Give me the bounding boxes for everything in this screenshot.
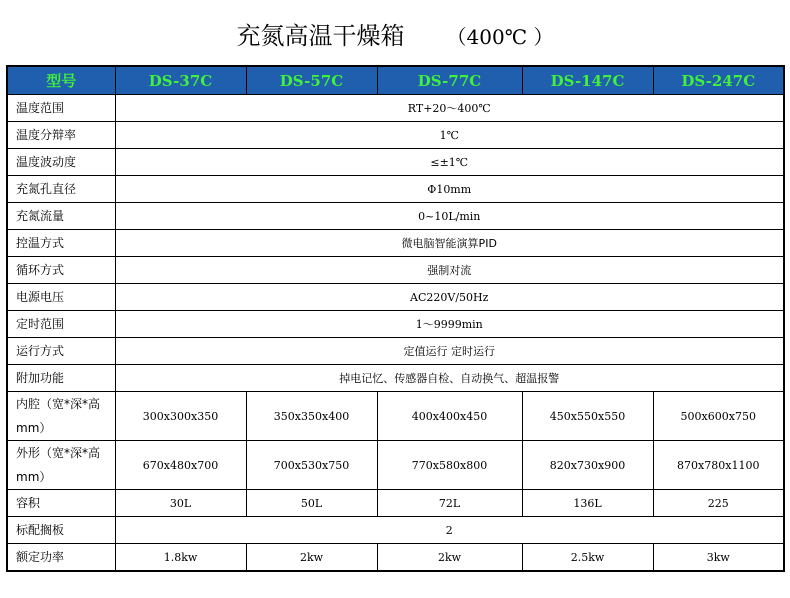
- table-row: [7, 365, 784, 392]
- row-value: 1～9999min: [115, 311, 784, 338]
- table-row: [7, 544, 784, 572]
- table-row: [7, 392, 784, 441]
- cell-ds-247c: 500x600x750: [653, 392, 784, 441]
- cell-ds-147c: 136L: [522, 490, 653, 517]
- row-label: 温度分辩率: [7, 122, 115, 149]
- cell-ds-147c: 450x550x550: [522, 392, 653, 441]
- row-value: ≤±1℃: [115, 149, 784, 176]
- row-label: 运行方式: [7, 338, 115, 365]
- cell-ds-37c: 30L: [115, 490, 246, 517]
- row-label: 定时范围: [7, 311, 115, 338]
- cell-ds-247c: 225: [653, 490, 784, 517]
- cell-ds-37c: 670x480x700: [115, 441, 246, 490]
- spec-table: [6, 65, 785, 572]
- row-value: RT+20～400℃: [115, 95, 784, 122]
- cell-ds-77c: 72L: [377, 490, 522, 517]
- row-label: 电源电压: [7, 284, 115, 311]
- cell-ds-37c: 300x300x350: [115, 392, 246, 441]
- table-row: [7, 490, 784, 517]
- header-ds-77c: DS-77C: [377, 66, 522, 95]
- header-model: 型号: [7, 66, 115, 95]
- table-row: [7, 95, 784, 122]
- row-label: 循环方式: [7, 257, 115, 284]
- row-value: Φ10mm: [115, 176, 784, 203]
- row-value: 定值运行 定时运行: [115, 338, 784, 365]
- row-value: 2: [115, 517, 784, 544]
- row-label: 内腔（宽*深*高mm）: [7, 392, 115, 441]
- cell-ds-57c: 50L: [246, 490, 377, 517]
- table-row: [7, 311, 784, 338]
- title-temperature: （400℃ ）: [446, 25, 554, 49]
- table-row: [7, 149, 784, 176]
- row-label: 温度范围: [7, 95, 115, 122]
- row-label: 外形（宽*深*高mm）: [7, 441, 115, 490]
- cell-ds-37c: 1.8kw: [115, 544, 246, 572]
- cell-ds-57c: 700x530x750: [246, 441, 377, 490]
- row-value: 掉电记忆、传感器自检、自动换气、超温报警: [115, 365, 784, 392]
- row-label: 温度波动度: [7, 149, 115, 176]
- row-label: 额定功率: [7, 544, 115, 572]
- cell-ds-77c: 770x580x800: [377, 441, 522, 490]
- row-value: 微电脑智能演算PID: [115, 230, 784, 257]
- table-row: [7, 122, 784, 149]
- row-value: 1℃: [115, 122, 784, 149]
- title-main: 充氮高温干燥箱: [236, 22, 405, 50]
- row-value: 强制对流: [115, 257, 784, 284]
- row-label: 附加功能: [7, 365, 115, 392]
- row-value: AC220V/50Hz: [115, 284, 784, 311]
- header-ds-57c: DS-57C: [246, 66, 377, 95]
- row-label: 控温方式: [7, 230, 115, 257]
- table-row: [7, 203, 784, 230]
- row-label: 标配搁板: [7, 517, 115, 544]
- table-row: [7, 284, 784, 311]
- table-row: [7, 257, 784, 284]
- table-row: [7, 176, 784, 203]
- cell-ds-247c: 3kw: [653, 544, 784, 572]
- table-row: [7, 338, 784, 365]
- cell-ds-77c: 400x400x450: [377, 392, 522, 441]
- cell-ds-57c: 2kw: [246, 544, 377, 572]
- row-label: 充氮孔直径: [7, 176, 115, 203]
- row-label: 容积: [7, 490, 115, 517]
- header-row: [7, 66, 784, 95]
- row-value: 0~10L/min: [115, 203, 784, 230]
- header-ds-247c: DS-247C: [653, 66, 784, 95]
- header-ds-37c: DS-37C: [115, 66, 246, 95]
- cell-ds-147c: 2.5kw: [522, 544, 653, 572]
- row-label: 充氮流量: [7, 203, 115, 230]
- page-title: [0, 16, 790, 56]
- cell-ds-147c: 820x730x900: [522, 441, 653, 490]
- cell-ds-77c: 2kw: [377, 544, 522, 572]
- cell-ds-247c: 870x780x1100: [653, 441, 784, 490]
- header-ds-147c: DS-147C: [522, 66, 653, 95]
- table-row: [7, 441, 784, 490]
- table-row: [7, 517, 784, 544]
- table-row: [7, 230, 784, 257]
- cell-ds-57c: 350x350x400: [246, 392, 377, 441]
